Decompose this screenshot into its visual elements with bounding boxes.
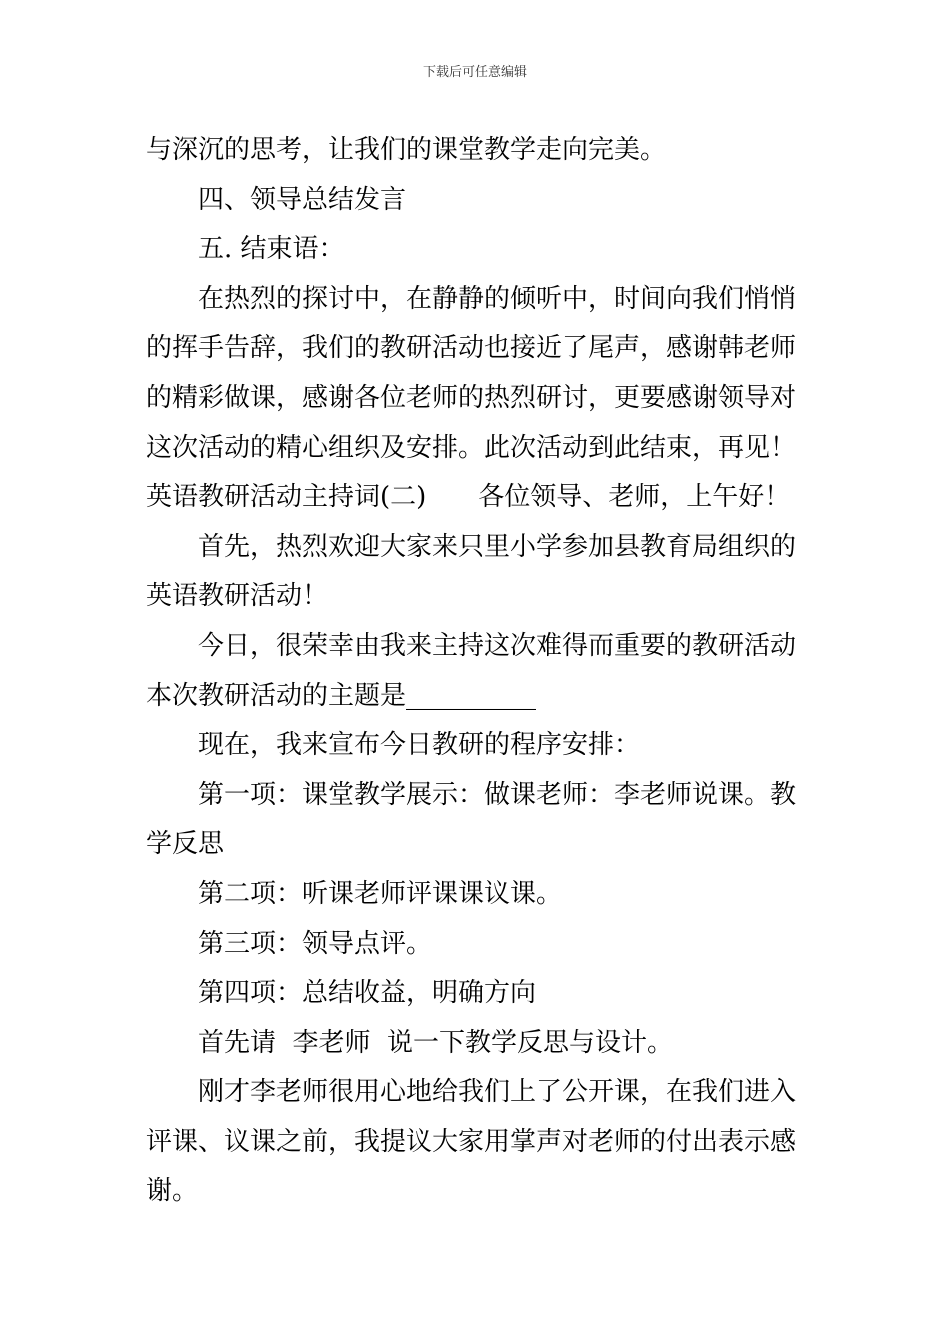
text-line: 的精彩做课，感谢各位老师的热烈研讨，更要感谢领导对 xyxy=(146,382,797,413)
agenda-item: 第三项：领导点评。 xyxy=(198,928,433,959)
text-line: 现在，我来宣布今日教研的程序安排： xyxy=(198,730,641,761)
text-line: 本次教研活动的主题是__________ xyxy=(146,680,537,711)
agenda-item: 第二项：听课老师评课课议课。 xyxy=(198,878,563,909)
section-heading: 五. 结束语： xyxy=(198,234,345,265)
text-line: 谢。 xyxy=(146,1176,199,1207)
document-title-line xyxy=(146,473,810,523)
text-line: 英语教研活动！ xyxy=(146,581,329,612)
text-line: 学反思 xyxy=(146,829,225,860)
text-line: 今日，很荣幸由我来主持这次难得而重要的教研活动 xyxy=(198,630,797,661)
text-line: 的挥手告辞，我们的教研活动也接近了尾声，感谢韩老师 xyxy=(146,333,797,364)
text-line: 首先请 李老师 说一下教学反思与设计。 xyxy=(198,1027,674,1058)
text-line: 这次活动的精心组织及安排。此次活动到此结束，再见！ xyxy=(146,432,797,463)
text-line: 与深沉的思考，让我们的课堂教学走向完美。 xyxy=(146,135,667,165)
section-heading: 四、领导总结发言 xyxy=(198,184,407,215)
page-header-note: 下载后可任意编辑 xyxy=(422,65,527,80)
text-line: 在热烈的探讨中，在静静的倾听中，时间向我们悄悄 xyxy=(198,283,797,314)
text-line: 刚才李老师很用心地给我们上了公开课，在我们进入 xyxy=(198,1077,797,1108)
text-line: 首先，热烈欢迎大家来只里小学参加县教育局组织的 xyxy=(198,531,797,562)
agenda-item: 第四项：总结收益，明确方向 xyxy=(198,978,537,1009)
text-line: 评课、议课之前，我提议大家用掌声对老师的付出表示感 xyxy=(146,1126,797,1157)
document-title: 英语教研活动主持词(二) xyxy=(146,482,427,513)
greeting: 各位领导、老师，上午好！ xyxy=(478,482,791,513)
agenda-item: 第一项：课堂教学展示：做课老师：李老师说课。教 xyxy=(198,779,797,810)
document-body xyxy=(146,126,810,1217)
